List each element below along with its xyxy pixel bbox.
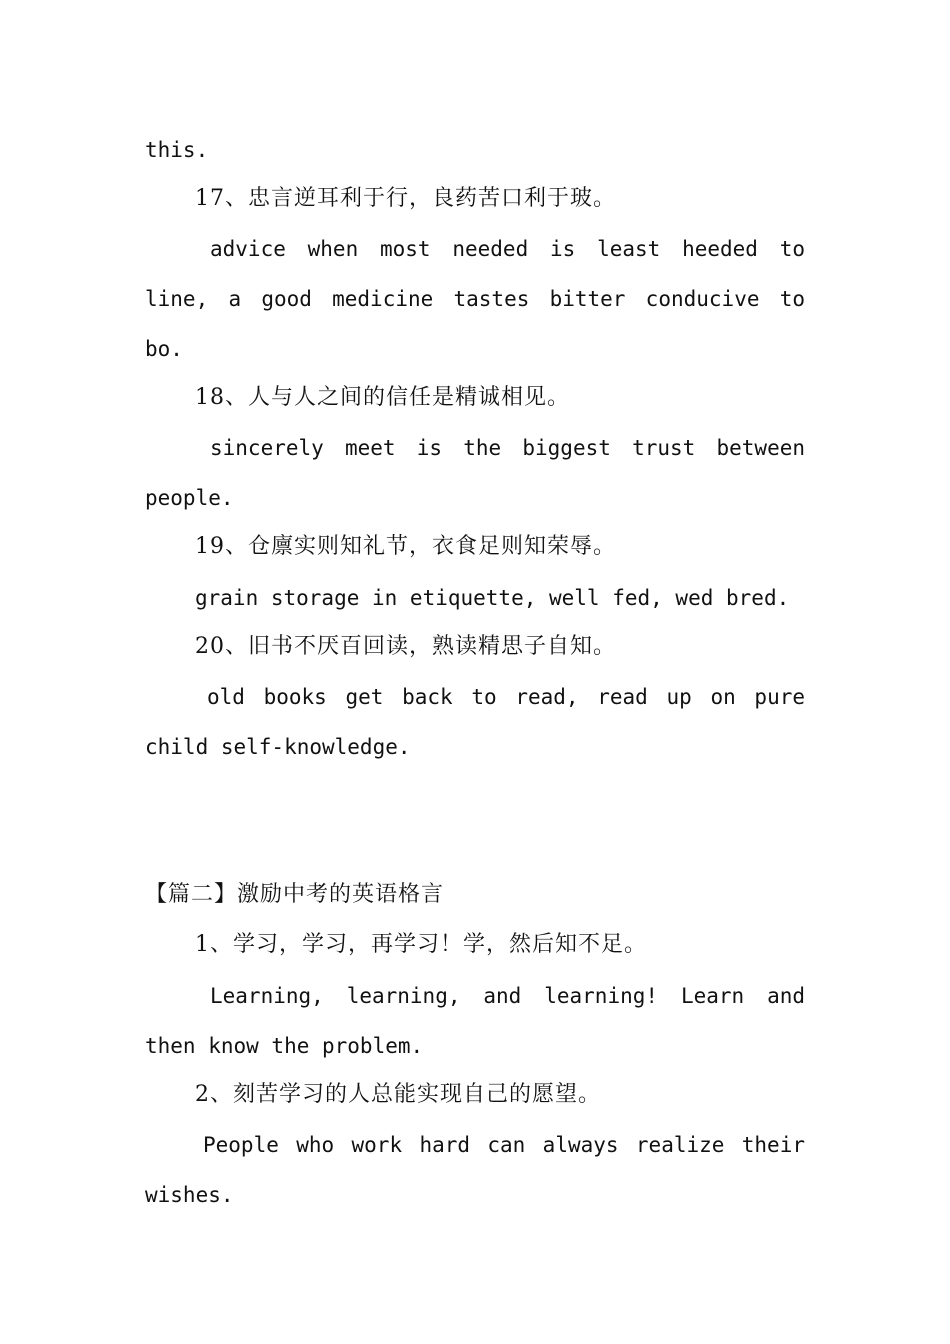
proverb-17-chinese: 17、忠言逆耳利于行，良药苦口利于玻。 (195, 186, 616, 211)
proverb-19-chinese: 19、仓廪实则知礼节，衣食足则知荣辱。 (195, 534, 616, 559)
proverb-1-english: Learning, learning, and learning! Learn and (210, 984, 805, 1008)
text-line: this. (145, 138, 209, 162)
proverb-18-english: people. (145, 486, 234, 510)
proverb-2-chinese: 2、刻苦学习的人总能实现自己的愿望。 (195, 1082, 601, 1107)
proverb-2-english: wishes. (145, 1183, 234, 1207)
proverb-1-english: then know the problem. (145, 1034, 424, 1058)
section-heading: 【篇二】激励中考的英语格言 (145, 882, 445, 907)
proverb-20-english: child self-knowledge. (145, 735, 411, 759)
proverb-17-english: bo. (145, 337, 183, 361)
proverb-20-chinese: 20、旧书不厌百回读，熟读精思子自知。 (195, 634, 616, 659)
proverb-19-english: grain storage in etiquette, well fed, wed bred. (195, 586, 790, 610)
proverb-2-english: People who work hard can always realize their (203, 1133, 805, 1157)
proverb-18-english: sincerely meet is the biggest trust between (210, 436, 805, 460)
proverb-17-english: advice when most needed is least heeded to (210, 237, 805, 261)
proverb-20-english: old books get back to read, read up on pure (207, 685, 805, 709)
proverb-18-chinese: 18、人与人之间的信任是精诚相见。 (195, 385, 570, 410)
proverb-17-english: line, a good medicine tastes bitter conducive to (145, 287, 805, 311)
proverb-1-chinese: 1、学习，学习，再学习！学，然后知不足。 (195, 932, 647, 957)
